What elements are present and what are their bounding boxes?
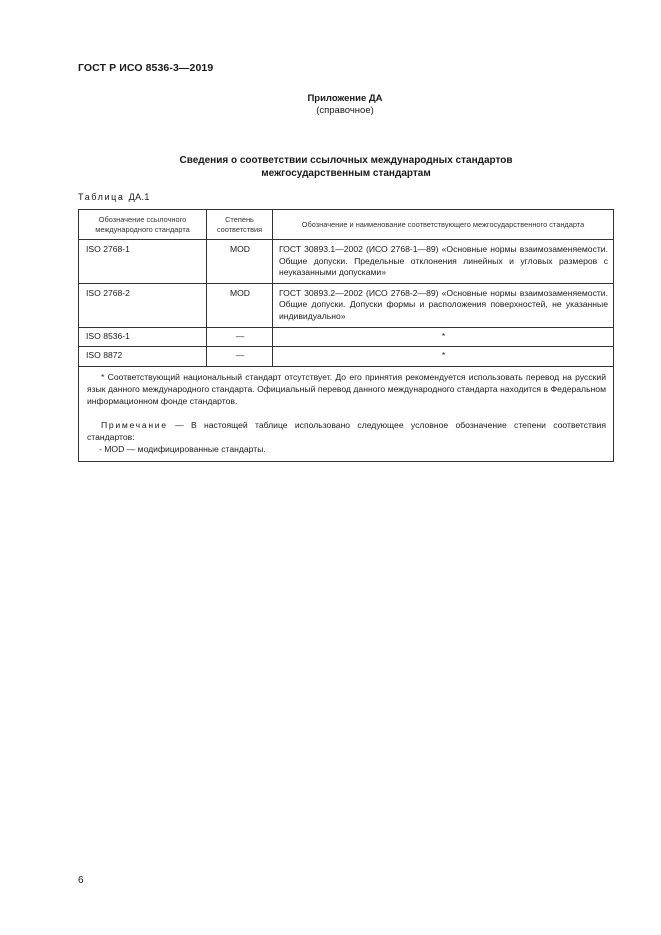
table-row (79, 240, 614, 284)
section-title-line1: Сведения о соответствии ссылочных международных стандартов (179, 155, 513, 166)
cell-degree: — (207, 327, 273, 347)
table-label-number: ДА.1 (128, 192, 150, 202)
table-footer (79, 366, 614, 461)
note-list-item: - MOD — модифицированные стандарты. (99, 443, 266, 454)
section-title-line2: межгосударственным стандартам (261, 168, 431, 179)
cell-degree: — (207, 347, 273, 367)
table-row (79, 327, 614, 347)
cell-intl: ISO 8536-1 (79, 327, 207, 347)
cell-intl: ISO 2768-1 (79, 240, 207, 284)
header-interstate-standard: Обозначение и наименование соответствующего межгосударственного стандарта (273, 210, 614, 240)
cell-degree: MOD (207, 283, 273, 327)
cell-interstate: ГОСТ 30893.2—2002 (ИСО 2768-2—89) «Основные нормы взаимозаменяемости. Общие допуски. Допуски формы и расположения поверхностей, не указанные индивидуально» (273, 283, 614, 327)
table-label (78, 192, 150, 202)
header-intl-standard: Обозначение ссылочного международного стандарта (79, 210, 207, 240)
section-title (0, 154, 661, 180)
footnote: * Соответствующий национальный стандарт отсутствует. До его принятия рекомендуется использовать перевод на русский язык данного международного стандарта. Официальный перевод данного международного стандарта находится в Федеральном информационном фонде стандартов. (87, 371, 606, 406)
cell-interstate: ГОСТ 30893.1—2002 (ИСО 2768-1—89) «Основные нормы взаимозаменяемости. Общие допуски. Предельные отклонения линейных и угловых размеров с неуказанными допусками» (273, 240, 614, 284)
table-row (79, 283, 614, 327)
table-row (79, 347, 614, 367)
page-number: 6 (78, 875, 84, 886)
cell-intl: ISO 2768-2 (79, 283, 207, 327)
cell-interstate: * (273, 347, 614, 367)
table-header-row (79, 210, 614, 240)
note-label: Примечание (101, 419, 168, 430)
cell-interstate: * (273, 327, 614, 347)
table-footer-row (79, 366, 614, 461)
correspondence-table (78, 209, 614, 462)
cell-degree: MOD (207, 240, 273, 284)
note-text: — В настоящей таблице использовано следующее условное обозначение степени соответствия стандартов: (87, 419, 606, 442)
appendix-subtitle: (справочное) (316, 105, 374, 116)
cell-intl: ISO 8872 (79, 347, 207, 367)
appendix-heading (0, 93, 661, 117)
document-header-code: ГОСТ Р ИСО 8536-3—2019 (78, 62, 214, 74)
table-label-word: Таблица (78, 192, 125, 202)
note (87, 419, 606, 443)
appendix-title: Приложение ДА (307, 93, 383, 104)
header-degree: Степень соответствия (207, 210, 273, 240)
